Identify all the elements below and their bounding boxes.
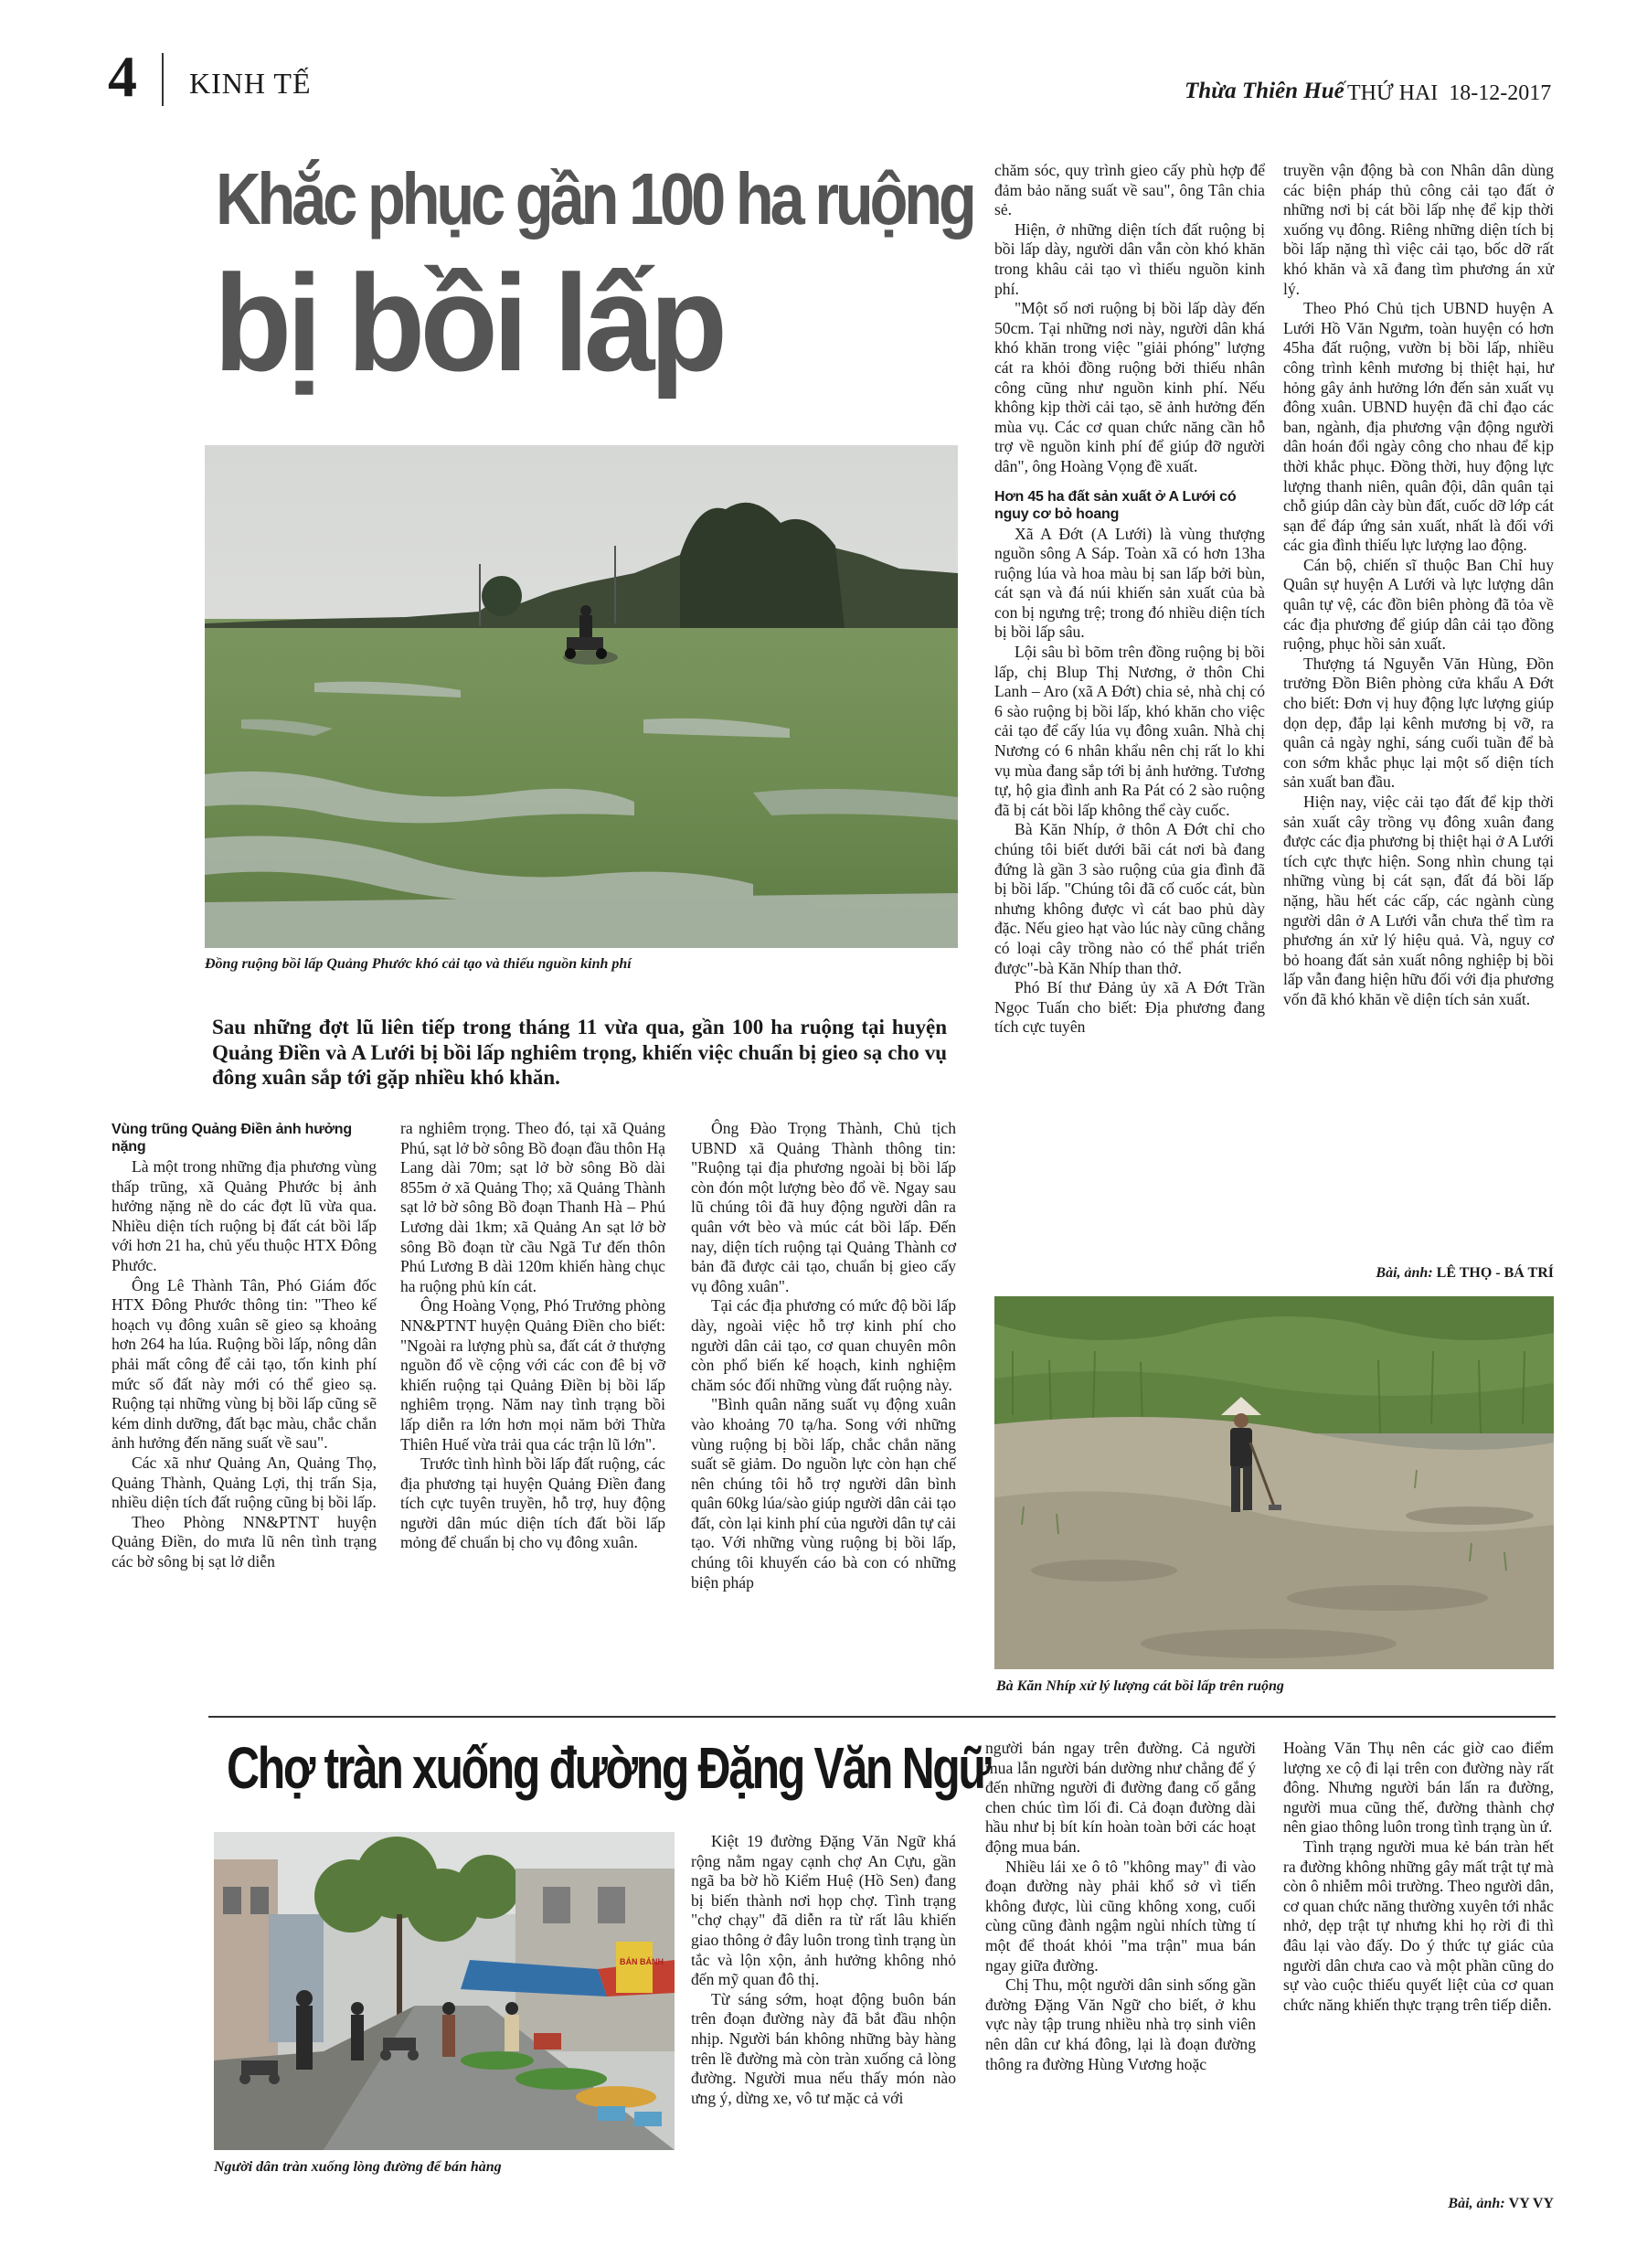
paragraph: Tình trạng người mua kẻ bán tràn hết ra đường không những gây mất trật tự mà còn ô nhiễm môi trường. Theo người dân, cơ quan chức năng thường xuyên tới nhắc nhở, dẹp trật tự nhưng khi họ rời đi thì đâu lại vào đấy. Do ý thức tự giác của người dân chưa cao và một phần cũng do sự vào cuộc thiếu quyết liệt của cơ quan chức năng khiến thực trạng trên tiếp diễn. bbox=[1283, 1837, 1554, 2014]
header-divider bbox=[162, 53, 164, 106]
paragraph: Xã A Đớt (A Lưới) là vùng thượng nguồn sông A Sáp. Toàn xã có hơn 13ha ruộng lúa và hoa màu bị san lấp bởi bùn, cát sạn và đá núi khiến sản xuất của bà con bị ngưng trệ; trong đó nhiều diện tích bị bồi lấp sâu. bbox=[994, 524, 1265, 642]
byline-author: VY VY bbox=[1508, 2196, 1554, 2211]
paragraph: Phó Bí thư Đảng ủy xã A Đớt Trần Ngọc Tuấn cho biết: Địa phương đang tích cực tuyên bbox=[994, 978, 1265, 1037]
article1-column-2 bbox=[400, 1119, 665, 1553]
article1-byline bbox=[1283, 1265, 1554, 1282]
paragraph: Chị Thu, một người dân sinh sống gần đường Đặng Văn Ngữ cho biết, ở khu vực này tập trung nhiều nhà trọ sinh viên nên dân cư khá đông, lại là đoạn đường thông ra đường Hùng Vương hoặc bbox=[985, 1975, 1256, 2073]
paragraph: Hiện nay, việc cải tạo đất để kịp thời sản xuất cây trồng vụ đông xuân đang được các địa phương bị thiệt hại ở A Lưới tích cực thực hiện. Song nhìn chung tại những vùng bị cát sạn, đất đá bồi lấp nặng, hầu hết các cấp, các ngành cùng người dân ở A Lưới vẫn chưa thể tìm ra phương án xử lý hiệu quả. Và, nguy cơ bỏ hoang đất sản xuất nông nghiệp bị bồi lấp vẫn đang hiện hữu đối với địa phương vốn đã khó khăn về diện tích sản xuất. bbox=[1283, 793, 1554, 1008]
paragraph: "Bình quân năng suất vụ động xuân vào khoảng 70 tạ/ha. Song với những vùng ruộng bị bồi lấp, chắc chắn năng suất sẽ giảm. Do nguồn lực còn hạn chế nên chúng tôi hỗ trợ người dân bình quân 60kg lúa/sào giúp người dân cải tạo đất, còn lại kinh phí của người dân tự cải tạo. Với những vùng ruộng bị bồi lấp, chúng tôi khuyến cáo bà con có những biện pháp bbox=[691, 1395, 957, 1592]
headline-line-1: Khắc phục gần 100 ha ruộng bbox=[216, 158, 973, 240]
paragraph: Ông Đào Trọng Thành, Chủ tịch UBND xã Quảng Thành thông tin: "Ruộng tại địa phương ngoài bị bồi lấp còn đón một lượng bèo đổ về. Ngay sau lũ chúng tôi đã huy động người dân ra quân vớt bèo và múc cát bồi lấp. Đến nay, diện tích ruộng tại Quảng Thành cơ bản đã được cải tạo, chuẩn bị gieo cấy vụ đông xuân". bbox=[691, 1119, 956, 1295]
paragraph: Các xã như Quảng An, Quảng Thọ, Quảng Thành, Quảng Lợi, thị trấn Sịa, nhiều diện tích đất ruộng cũng bị bồi lấp. bbox=[112, 1453, 377, 1512]
paragraph: Trước tình hình bồi lấp đất ruộng, các địa phương tại huyện Quảng Điền đang tích cực tuyên truyền, hỗ trợ, huy động người dân múc diện tích đất bồi lấp mỏng để chuẩn bị cho vụ đông xuân. bbox=[400, 1454, 665, 1552]
article2-column-1 bbox=[691, 1832, 956, 2108]
article2-headline: Chợ tràn xuống đường Đặng Văn Ngữ bbox=[227, 1735, 990, 1801]
issue-date: THỨ HAI 18-12-2017 bbox=[1347, 81, 1552, 105]
article2-column-2 bbox=[985, 1739, 1256, 2074]
paragraph: truyền vận động bà con Nhân dân dùng các biện pháp thủ công cải tạo đất ở những nơi bị cát bồi lấp nhẹ để kịp thời xuống vụ đông. Riêng những diện tích bị bồi lấp nặng thì việc cải tạo, bốc dỡ rất khó khăn và xã đang tìm phương án xử lý. bbox=[1283, 161, 1554, 298]
paragraph: chăm sóc, quy trình gieo cấy phù hợp để đảm bảo năng suất về sau", ông Tân chia sẻ. bbox=[994, 161, 1265, 219]
paragraph: Cán bộ, chiến sĩ thuộc Ban Chỉ huy Quân sự huyện A Lưới và lực lượng dân quân tự vệ, các đồn biên phòng đã tỏa về các địa phương để giúp dân cải tạo đồng ruộng, phục hồi sản xuất. bbox=[1283, 555, 1554, 654]
article1-column-1 bbox=[112, 1119, 377, 1571]
photo1-caption: Đồng ruộng bồi lấp Quảng Phước khó cải tạo và thiếu nguồn kinh phí bbox=[205, 956, 632, 972]
paragraph: Là một trong những địa phương vùng thấp trũng, xã Quảng Phước bị ảnh hưởng nặng nề do các đợt lũ vừa qua. Nhiều diện tích ruộng bị đất cát bồi lấp với hơn 21 ha, chủ yếu thuộc HTX Đông Phước. bbox=[112, 1157, 377, 1274]
paragraph: người bán ngay trên đường. Cả người mua lẫn người bán dường như chẳng để ý đến những người đi đường đang cố gắng chen chúc tìm lối đi. Cả đoạn đường dài hầu như bị bít kín hoàn toàn bởi các hoạt động mua bán. bbox=[985, 1739, 1256, 1856]
photo2-caption: Bà Kăn Nhíp xử lý lượng cát bồi lấp trên ruộng bbox=[996, 1678, 1284, 1694]
publication-name: Thừa Thiên Huế bbox=[1185, 79, 1344, 103]
byline-prefix: Bài, ảnh: bbox=[1448, 2196, 1509, 2211]
paragraph: Theo Phó Chủ tịch UBND huyện A Lưới Hồ Văn Ngưm, toàn huyện có hơn 45ha đất ruộng, vườn bị bồi lấp, nhiều công trình kênh mương bị thiệt hại, hư hỏng gây ảnh hưởng lớn đến sản xuất vụ đông xuân. UBND huyện đã chỉ đạo các ban, ngành, địa phương vận động người dân hoán đổi ngày công cho nhau để kịp thời khắc phục. Đồng thời, huy động lực lượng thanh niên, quân đội, dân quân tại chỗ giúp dân cày bùn đất, cuốc dỡ lớp cát sạn để đáp ứng sản xuất, nhất là đối với các gia đình thiếu lực lượng lao động. bbox=[1283, 299, 1554, 555]
article1-column-4 bbox=[994, 161, 1265, 1038]
byline-author: LÊ THỌ - BÁ TRÍ bbox=[1436, 1265, 1554, 1281]
article1-column-3 bbox=[691, 1119, 956, 1592]
paragraph: Nhiều lái xe ô tô "không may" đi vào đoạn đường này phải khổ sở vì tiến không được, lùi cũng không xong, cuối cùng cũng đành ngậm ngùi nhích từng tí một để thoát khỏi "ma trận" mua bán ngay giữa đường. bbox=[985, 1857, 1256, 1975]
paragraph: Theo Phòng NN&PTNT huyện Quảng Điền, do mưa lũ nên tình trạng các bờ sông bị sạt lở diễn bbox=[112, 1512, 377, 1571]
paragraph: Bà Kăn Nhíp, ở thôn A Đớt chỉ cho chúng tôi biết dưới bãi cát nơi bà đang đứng là gần 3 sào ruộng của gia đình đã bị bồi lấp. "Chúng tôi đã cố cuốc cát, bùn nhưng không được vì cát bao phủ dày đặc. Nếu gieo hạt vào lúc này cũng chẳng có loại cây trồng nào có thể phát triển được"-bà Kăn Nhíp than thở. bbox=[994, 820, 1265, 977]
article1-column-5 bbox=[1283, 161, 1554, 1010]
section-title: KINH TẾ bbox=[189, 67, 312, 100]
paragraph: Ông Lê Thành Tân, Phó Giám đốc HTX Đông Phước thông tin: "Theo kế hoạch vụ đông xuân sẽ gieo sạ khoảng hơn 264 ha lúa. Ruộng bồi lấp, nông dân phải mất công để cải tạo, tốn kinh phí mức số đất này mới có thể gieo sạ. Ruộng tại những vùng bị bồi lấp cũng sẽ kém dinh dưỡng, đất bạc màu, chắc chắn ảnh hưởng đến năng suất về sau". bbox=[112, 1275, 377, 1453]
photo-flooded-field bbox=[205, 445, 958, 948]
article-separator bbox=[208, 1716, 1556, 1718]
paragraph: Kiệt 19 đường Đặng Văn Ngữ khá rộng nằm ngay cạnh chợ An Cựu, gần ngã ba bờ hồ Kiểm Huệ (Hồ Sen) đang bị biến thành nơi họp chợ. Tình trạng "chợ chạy" đã diễn ra từ rất lâu khiến giao thông ở đây luôn trong tình trạng ùn tắc và lộn xộn, ảnh hưởng không nhỏ đến mỹ quan đô thị. bbox=[691, 1832, 956, 1989]
paragraph: Ông Hoàng Vọng, Phó Trưởng phòng NN&PTNT huyện Quảng Điền cho biết: "Ngoài ra lượng phù sa, đất cát ở thượng nguồn đổ về cộng với các con đê bị vỡ khiến ruộng tại Quảng Điền bị bồi lấp nghiêm trọng. Năm nay tình trạng bồi lấp diễn ra lớn hơn mọi năm bởi Thừa Thiên Huế vừa trải qua các trận lũ lớn". bbox=[400, 1296, 665, 1453]
page-number: 4 bbox=[108, 44, 137, 109]
paragraph: "Một số nơi ruộng bị bồi lấp dày đến 50cm. Tại những nơi này, người dân khá khó khăn trong việc "giải phóng" lượng cát ra khỏi đồng ruộng bởi thiếu nhân công cũng như nguồn kinh phí. Nếu không kịp thời cải tạo, sẽ ảnh hưởng đến mùa vụ. Các cơ quan chức năng cần hỗ trợ về nguồn kinh phí để giúp đỡ người dân", ông Hoàng Vọng đề xuất. bbox=[994, 299, 1265, 475]
paragraph: Lội sâu bì bõm trên đồng ruộng bị bồi lấp, chị Blup Thị Nương, ở thôn Chi Lanh – Aro (xã A Đớt) chia sẻ, nhà chị có 6 sào ruộng bị bồi lấp, khó khăn cho việc cải tạo để cấy lúa vụ đông xuân. Nhà chị Nương có 6 nhân khẩu nên chị rất lo khi vụ mùa đang sắp tới bị ảnh hưởng. Tương tự, hộ gia đình anh Ra Pát có 2 sào ruộng đã bị cát bồi lấp không thể cày cuốc. bbox=[994, 643, 1265, 819]
article-lead: Sau những đợt lũ liên tiếp trong tháng 11 vừa qua, gần 100 ha ruộng tại huyện Quảng Điền và A Lưới bị bồi lấp nghiêm trọng, khiến việc chuẩn bị gieo sạ cho vụ đông xuân sắp tới gặp nhiều khó khăn. bbox=[212, 1016, 947, 1089]
article2-byline bbox=[1283, 2196, 1554, 2212]
paragraph: Hoàng Văn Thụ nên các giờ cao điểm lượng xe cộ đi lại trên con đường này rất đông. Nhưng người bán lấn ra đường, người mua cũng thế, đường thành chợ nên giao thông luôn trong tình trạng ùn ứ. bbox=[1283, 1739, 1554, 1837]
byline-prefix: Bài, ảnh: bbox=[1376, 1265, 1437, 1281]
shop-sign: BÁN BÁNH bbox=[620, 1957, 664, 1966]
paragraph: Từ sáng sớm, hoạt động buôn bán trên đoạn đường này đã bắt đầu nhộn nhịp. Người bán không những bày hàng trên lề đường mà còn tràn xuống cả lòng đường. Người mua nếu thấy món nào ưng ý, dừng xe, vô tư mặc cả với bbox=[691, 1989, 956, 2107]
subhead-quang-dien: Vùng trũng Quảng Điền ảnh hưởng nặng bbox=[112, 1122, 352, 1155]
headline-line-2: bị bồi lấp bbox=[214, 246, 723, 399]
article2-photo-caption: Người dân tràn xuống lòng đường để bán hàng bbox=[214, 2159, 502, 2175]
photo-woman-clearing-sand bbox=[994, 1296, 1554, 1669]
article2-column-3 bbox=[1283, 1739, 1554, 2015]
paragraph: Thượng tá Nguyễn Văn Hùng, Đồn trưởng Đồn Biên phòng cửa khẩu A Đớt cho biết: Đơn vị huy động lực lượng giúp dọn dẹp, đắp lại kênh mương bị vỡ, ra quân cả ngày nghỉ, sáng cuối tuần để bà con sớm khắc phục lại một số diện tích sản xuất ban đầu. bbox=[1283, 654, 1554, 792]
subhead-a-luoi: Hơn 45 ha đất sản xuất ở A Lưới có nguy cơ bỏ hoang bbox=[994, 488, 1237, 522]
paragraph: ra nghiêm trọng. Theo đó, tại xã Quảng Phú, sạt lở bờ sông Bồ đoạn đầu thôn Hạ Lang dài 70m; sạt lở bờ sông Bồ dài 855m ở xã Quảng Thọ; xã Quảng Thành sạt lở bờ sông Bồ đoạn Thanh Hà – Phú Lương dài 1km; xã Quảng An sạt lở bờ sông Bồ đoạn từ cầu Ngã Tư đến thôn Phú Lương B dài 120m khiến hàng chục ha ruộng phủ kín cát. bbox=[400, 1119, 665, 1295]
paragraph: Hiện, ở những diện tích đất ruộng bị bồi lấp dày, người dân vẫn còn khó khăn trong khâu cải tạo vì thiếu nguồn kinh phí. bbox=[994, 219, 1265, 298]
photo-street-market bbox=[214, 1832, 675, 2150]
paragraph: Tại các địa phương có mức độ bồi lấp dày, ngoài việc hỗ trợ kinh phí cho người dân cải tạo, cơ quan chuyên môn còn phổ biến kế hoạch, kinh nghiệm chăm sóc đối những vùng đất ruộng này. bbox=[691, 1296, 956, 1394]
